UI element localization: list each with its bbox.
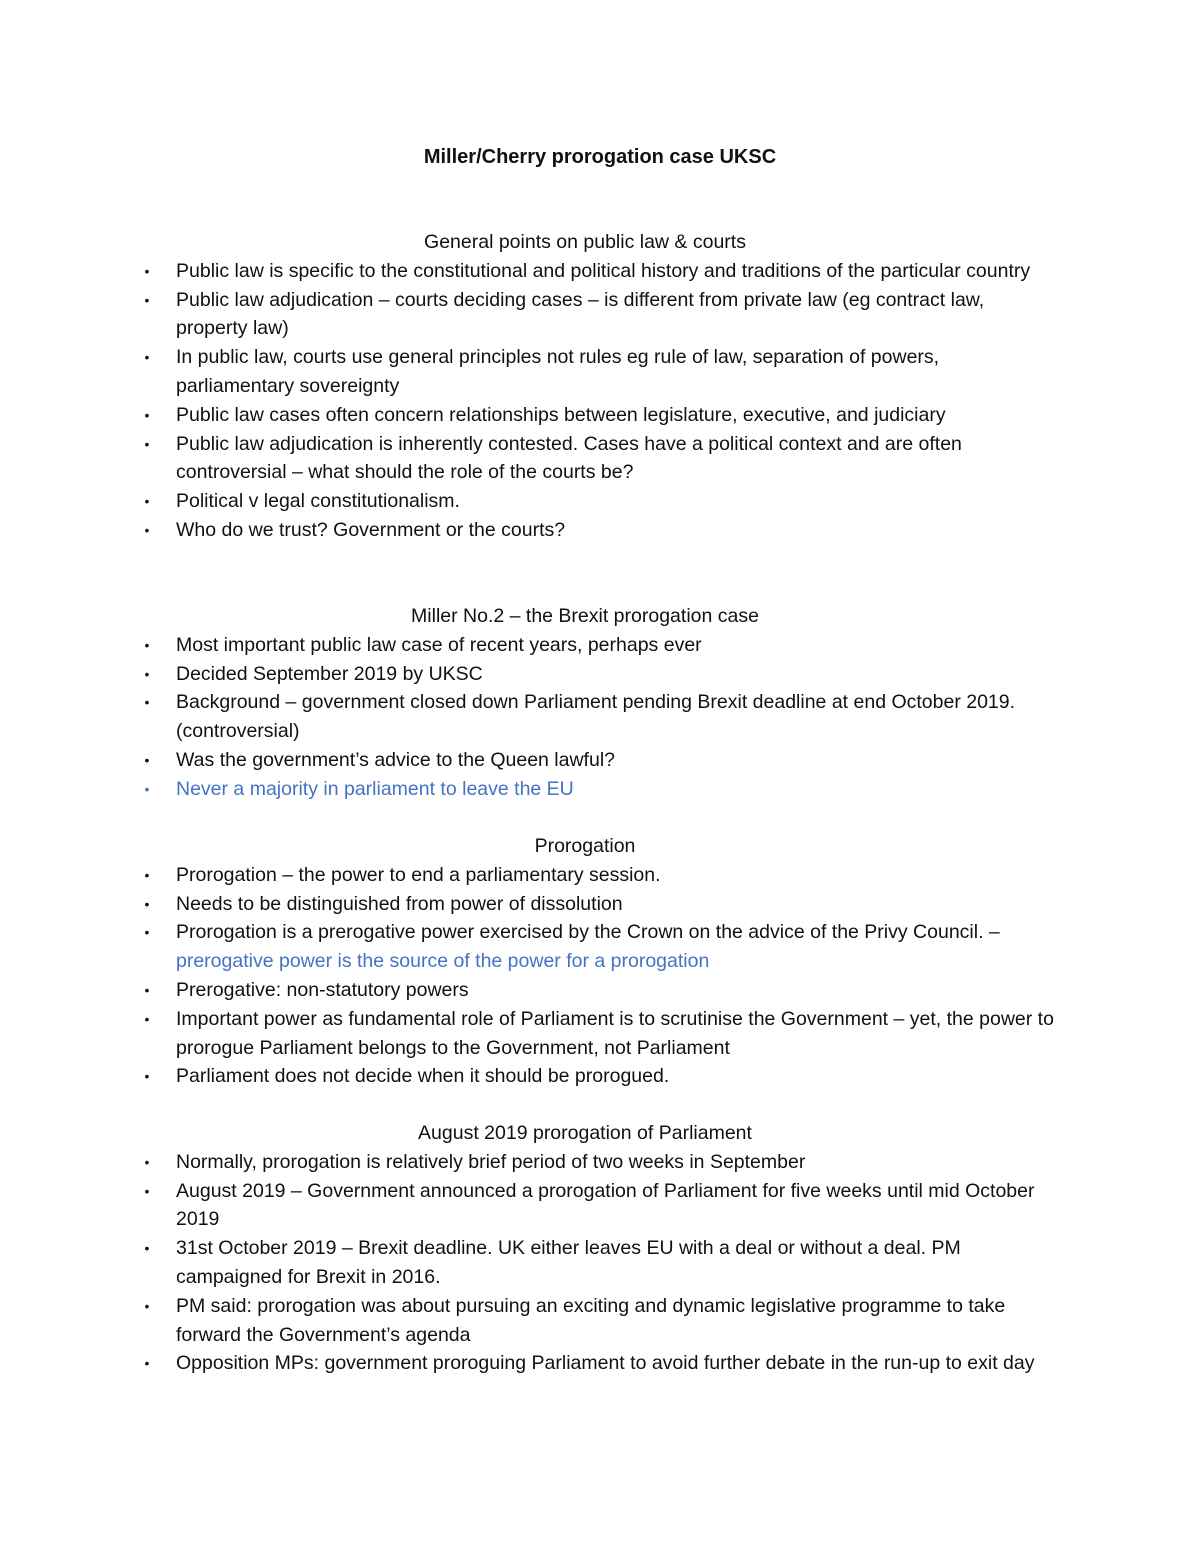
list-item-text: Opposition MPs: government proroguing Parliament to avoid further debate in the run-up to exit day [176, 1352, 1035, 1375]
bullet-icon: • [144, 435, 150, 452]
list-item-text: Prerogative: non-statutory powers [176, 978, 469, 1001]
list-item-text: Prorogation – the power to end a parliamentary session. [176, 863, 661, 886]
bullet-icon: • [144, 1297, 150, 1314]
bullet-list [140, 631, 1060, 804]
list-item-text: Who do we trust? Government or the courts? [176, 518, 566, 541]
document-title: Miller/Cherry prorogation case UKSC [423, 146, 777, 168]
bullet-list [140, 257, 1060, 545]
bullet-icon: • [144, 780, 150, 797]
list-item [140, 516, 1060, 545]
list-item [140, 746, 1060, 775]
list-item-text: Needs to be distinguished from power of dissolution [176, 892, 623, 915]
section-heading: Miller No.2 – the Brexit prorogation case [411, 605, 759, 627]
bullet-icon: • [144, 349, 150, 366]
section-heading: August 2019 prorogation of Parliament [418, 1122, 752, 1144]
list-item-text: Public law is specific to the constitutional and political history and traditions of the particular country [176, 259, 1031, 282]
list-item-note: prerogative power is the source of the power for a prorogation [176, 950, 710, 973]
list-item [140, 1148, 1060, 1177]
bullet-icon: • [144, 493, 150, 510]
list-item [140, 343, 1060, 401]
bullet-list [140, 1148, 1060, 1378]
list-item [140, 430, 1060, 488]
bullet-icon: • [144, 895, 150, 912]
list-item [140, 1234, 1060, 1292]
bullet-icon: • [144, 751, 150, 768]
list-item-text: Political v legal constitutionalism. [176, 490, 460, 513]
bullet-icon: • [144, 1010, 150, 1027]
section-miller-no2 [140, 602, 1060, 804]
bullet-icon: • [144, 262, 150, 279]
section-heading: Prorogation [534, 835, 636, 857]
list-item-text: Most important public law case of recent years, perhaps ever [176, 633, 702, 656]
list-item [140, 1005, 1060, 1063]
list-item [140, 660, 1060, 689]
list-item [140, 631, 1060, 660]
list-item [140, 1292, 1060, 1350]
bullet-icon: • [144, 291, 150, 308]
list-item [140, 487, 1060, 516]
list-item-text: Parliament does not decide when it should be prorogued. [176, 1065, 670, 1088]
list-item [140, 918, 1060, 976]
list-item-text: Public law adjudication is inherently contested. Cases have a political context and are often controversial – what should the role of the courts be? [176, 432, 962, 484]
list-item-text: Important power as fundamental role of Parliament is to scrutinise the Government – yet, the power to prorogue Parliament belongs to the Government, not Parliament [176, 1007, 1054, 1059]
list-item [140, 257, 1060, 286]
list-item-text: Was the government’s advice to the Queen lawful? [176, 748, 615, 771]
list-item [140, 688, 1060, 746]
bullet-icon: • [144, 1153, 150, 1170]
list-item [140, 890, 1060, 919]
list-item [140, 976, 1060, 1005]
section-heading: General points on public law & courts [424, 231, 746, 253]
bullet-icon: • [144, 521, 150, 538]
list-item-text: August 2019 – Government announced a prorogation of Parliament for five weeks until mid October 2019 [176, 1179, 1035, 1231]
list-item [140, 1177, 1060, 1235]
list-item-text: 31st October 2019 – Brexit deadline. UK either leaves EU with a deal or without a deal. PM campaigned for Brexit in 2016. [176, 1237, 961, 1288]
bullet-icon: • [144, 665, 150, 682]
list-item-text: Prorogation is a prerogative power exercised by the Crown on the advice of the Privy Council. – [176, 921, 1000, 944]
list-item [140, 1062, 1060, 1091]
bullet-list [140, 861, 1060, 1091]
list-item-highlighted [140, 775, 1060, 804]
list-item [140, 1349, 1060, 1378]
list-item-text: Never a majority in parliament to leave the EU [176, 777, 574, 800]
bullet-icon: • [144, 1068, 150, 1085]
section-general-points [140, 228, 1060, 545]
bullet-icon: • [144, 866, 150, 883]
bullet-icon: • [144, 694, 150, 711]
list-item-text: Public law adjudication – courts deciding cases – is different from private law (eg contract law, property law) [176, 288, 985, 340]
list-item-text: Decided September 2019 by UKSC [176, 662, 483, 685]
list-item-text: Normally, prorogation is relatively brief period of two weeks in September [176, 1150, 806, 1173]
section-prorogation [140, 832, 1060, 1091]
bullet-icon: • [144, 981, 150, 998]
bullet-icon: • [144, 636, 150, 653]
section-august-2019 [140, 1119, 1060, 1378]
list-item [140, 401, 1060, 430]
list-item [140, 861, 1060, 890]
bullet-icon: • [144, 1240, 150, 1257]
bullet-icon: • [144, 924, 150, 941]
bullet-icon: • [144, 406, 150, 423]
list-item-text: In public law, courts use general principles not rules eg rule of law, separation of powers, parliamentary sovereignty [176, 346, 940, 397]
list-item-text: Background – government closed down Parliament pending Brexit deadline at end October 2019. (controversial) [176, 691, 1016, 743]
list-item [140, 286, 1060, 344]
bullet-icon: • [144, 1182, 150, 1199]
list-item-text: PM said: prorogation was about pursuing an exciting and dynamic legislative programme to take forward the Government’s agenda [176, 1294, 1006, 1346]
list-item-text: Public law cases often concern relationships between legislature, executive, and judiciary [176, 403, 946, 426]
bullet-icon: • [144, 1355, 150, 1372]
